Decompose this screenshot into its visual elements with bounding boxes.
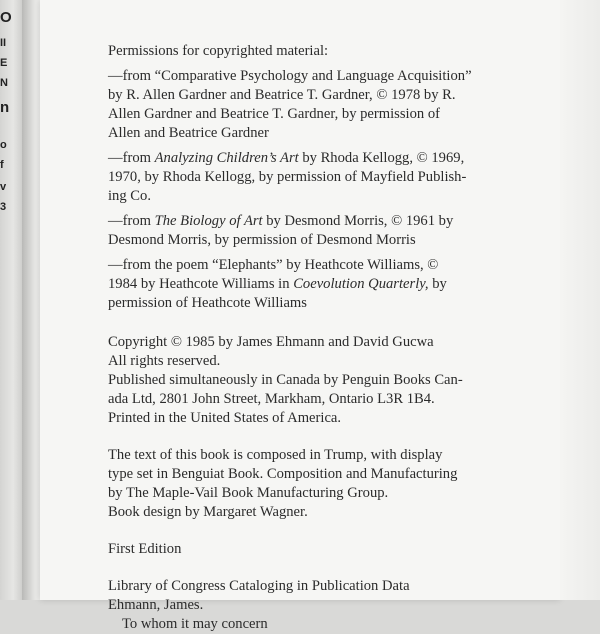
- permission-line: Allen Gardner and Beatrice T. Gardner, by permission of: [108, 106, 440, 122]
- permission-line: ing Co.: [108, 188, 151, 204]
- previous-page-fragment: E: [0, 57, 8, 69]
- page-right-edge: [560, 0, 600, 600]
- permissions-heading: Permissions for copyrighted material:: [108, 43, 329, 59]
- permission-suffix: by: [428, 276, 447, 292]
- previous-page-fragment: 3: [0, 201, 7, 213]
- previous-page-edge: [0, 0, 22, 600]
- cip-heading: Library of Congress Cataloging in Publication Data: [108, 578, 410, 594]
- permission-line: —from “Comparative Psychology and Language Acquisition”: [108, 68, 472, 84]
- permission-prefix: 1984 by Heathcote Williams in: [108, 276, 294, 292]
- permission-prefix: —from: [108, 150, 155, 166]
- publication-line: Published simultaneously in Canada by Penguin Books Can-: [108, 372, 463, 388]
- permission-entry: [108, 149, 528, 206]
- copyright-line: Copyright © 1985 by James Ehmann and David Gucwa: [108, 334, 434, 350]
- edition-line: First Edition: [108, 541, 182, 557]
- book-title: Analyzing Children’s Art: [154, 150, 299, 166]
- previous-page-fragment: f: [0, 159, 4, 171]
- previous-page-fragment: n: [0, 99, 10, 116]
- cip-block: [108, 577, 528, 634]
- previous-page-fragment: II: [0, 37, 7, 49]
- permission-suffix: by Rhoda Kellogg, © 1969,: [298, 150, 465, 166]
- permission-line: [108, 149, 528, 168]
- copyright-page-text: [108, 42, 528, 634]
- previous-page-fragment: N: [0, 77, 8, 89]
- publication-title: Coevolution Quarterly,: [293, 276, 429, 292]
- composition-line: by The Maple-Vail Book Manufacturing Group.: [108, 485, 389, 501]
- permission-entry: [108, 212, 528, 250]
- previous-page-fragment: o: [0, 139, 7, 151]
- previous-page-fragment: O: [0, 9, 12, 26]
- permission-line: [108, 212, 528, 231]
- composition-line: The text of this book is composed in Trump, with display: [108, 447, 443, 463]
- previous-page-fragment: v: [0, 181, 7, 193]
- printed-in-line: Printed in the United States of America.: [108, 410, 342, 426]
- permission-line: permission of Heathcote Williams: [108, 295, 307, 311]
- permission-prefix: —from: [108, 213, 155, 229]
- book-design-line: Book design by Margaret Wagner.: [108, 504, 308, 520]
- cip-author: Ehmann, James.: [108, 597, 204, 613]
- publication-line: ada Ltd, 2801 John Street, Markham, Ontario L3R 1B4.: [108, 391, 435, 407]
- permission-line: —from the poem “Elephants” by Heathcote Williams, ©: [108, 257, 439, 273]
- permission-entry: [108, 67, 528, 143]
- rights-line: All rights reserved.: [108, 353, 221, 369]
- permission-line: Allen and Beatrice Gardner: [108, 125, 269, 141]
- composition-line: type set in Benguiat Book. Composition and Manufacturing: [108, 466, 458, 482]
- composition-block: [108, 446, 528, 522]
- permission-entry: [108, 256, 528, 313]
- cip-title: To whom it may concern: [122, 616, 268, 632]
- permission-line: [108, 275, 528, 294]
- permission-suffix: by Desmond Morris, © 1961 by: [262, 213, 454, 229]
- permission-line: Desmond Morris, by permission of Desmond Morris: [108, 232, 416, 248]
- permission-line: by R. Allen Gardner and Beatrice T. Gardner, © 1978 by R.: [108, 87, 456, 103]
- permission-line: 1970, by Rhoda Kellogg, by permission of Mayfield Publish-: [108, 169, 467, 185]
- book-title: The Biology of Art: [154, 213, 263, 229]
- copyright-block: [108, 333, 528, 428]
